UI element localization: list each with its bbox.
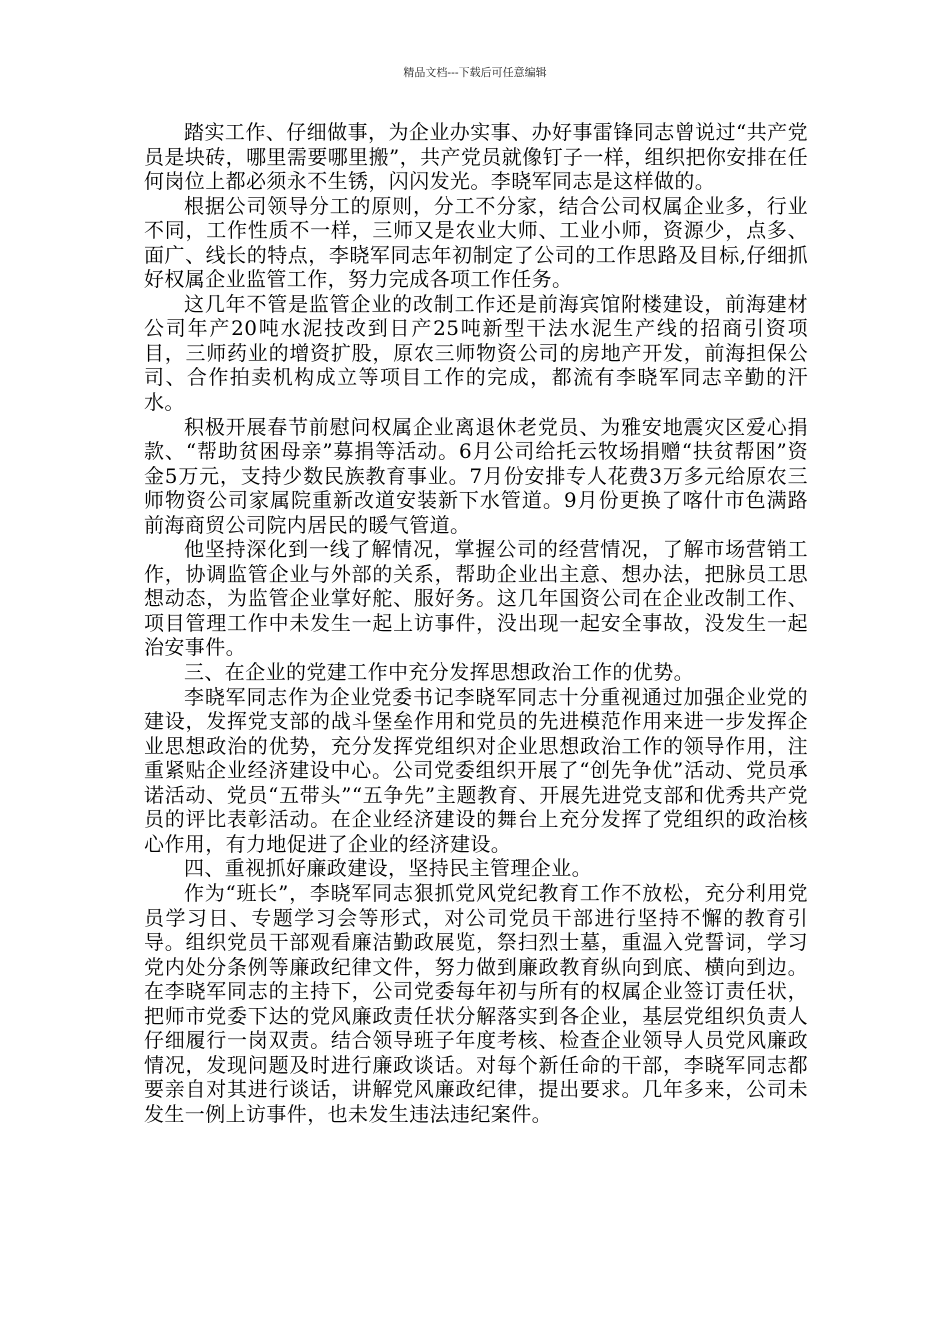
document-body bbox=[144, 120, 808, 1126]
paragraph-3: 这几年不管是监管企业的改制工作还是前海宾馆附楼建设，前海建材公司年产20吨水泥技改到日产25吨新型干法水泥生产线的招商引资项目，三师药业的增资扩股，原农三师物资公司的房地产开发，前海担保公司、合作拍卖机构成立等项目工作的完成，都流有李晓军同志辛勤的汗水。 bbox=[144, 291, 808, 415]
paragraph-7: 作为“班长”，李晓军同志狠抓党风党纪教育工作不放松，充分利用党员学习日、专题学习会等形式，对公司党员干部进行坚持不懈的教育引导。组织党员干部观看廉洁勤政展览，祭扫烈士墓，重温入党誓词，学习党内处分条例等廉政纪律文件，努力做到廉政教育纵向到底、横向到边。在李晓军同志的主持下，公司党委每年初与所有的权属企业签订责任状，把师市党委下达的党风廉政责任状分解落实到各企业，基层党组织负责人仔细履行一岗双责。结合领导班子年度考核、检查企业领导人员党风廉政情况，发现问题及时进行廉政谈话。对每个新任命的干部，李晓军同志都要亲自对其进行谈话，讲解党风廉政纪律，提出要求。几年多来，公司未发生一例上访事件，也未发生违法违纪案件。 bbox=[144, 880, 808, 1126]
page-header: 精品文档---下载后可任意编辑 bbox=[403, 66, 547, 79]
paragraph-5: 他坚持深化到一线了解情况，掌握公司的经营情况，了解市场营销工作，协调监管企业与外部的关系，帮助企业出主意、想办法，把脉员工思想动态，为监管企业掌好舵、服好务。这几年国资公司在企业改制工作、项目管理工作中未发生一起上访事件，没出现一起安全事故，没发生一起治安事件。 bbox=[144, 537, 808, 660]
paragraph-1: 踏实工作、仔细做事，为企业办实事、办好事雷锋同志曾说过“共产党员是块砖，哪里需要哪里搬”，共产党员就像钉子一样，组织把你安排在任何岗位上都必须永不生锈，闪闪发光。李晓军同志是这样做的。 bbox=[144, 120, 808, 194]
paragraph-6: 李晓军同志作为企业党委书记李晓军同志十分重视通过加强企业党的建设，发挥党支部的战斗堡垒作用和党员的先进模范作用来进一步发挥企业思想政治的优势，充分发挥党组织对企业思想政治工作的领导作用，注重紧贴企业经济建设中心。公司党委组织开展了“创先争优”活动、党员承诺活动、党员“五带头”“五争先”主题教育、开展先进党支部和优秀共产党员的评比表彰活动。在企业经济建设的舞台上充分发挥了党组织的政治核心作用，有力地促进了企业的经济建设。 bbox=[144, 684, 808, 856]
section-heading-4: 四、重视抓好廉政建设，坚持民主管理企业。 bbox=[184, 856, 592, 881]
paragraph-4: 积极开展春节前慰问权属企业离退休老党员、为雅安地震灾区爱心捐款、“帮助贫困母亲”募捐等活动。6月公司给托云牧场捐赠“扶贫帮困”资金5万元，支持少数民族教育事业。7月份安排专人花费3万多元给原农三师物资公司家属院重新改道安装新下水管道。9月份更换了喀什市色满路前海商贸公司院内居民的暖气管道。 bbox=[144, 414, 808, 537]
section-heading-3: 三、在企业的党建工作中充分发挥思想政治工作的优势。 bbox=[184, 660, 694, 685]
paragraph-2: 根据公司领导分工的原则，分工不分家，结合公司权属企业多，行业不同，工作性质不一样，三师又是农业大师、工业小师，资源少，点多、面广、线长的特点，李晓军同志年初制定了公司的工作思路及目标,仔细抓好权属企业监管工作，努力完成各项工作任务。 bbox=[144, 193, 808, 292]
